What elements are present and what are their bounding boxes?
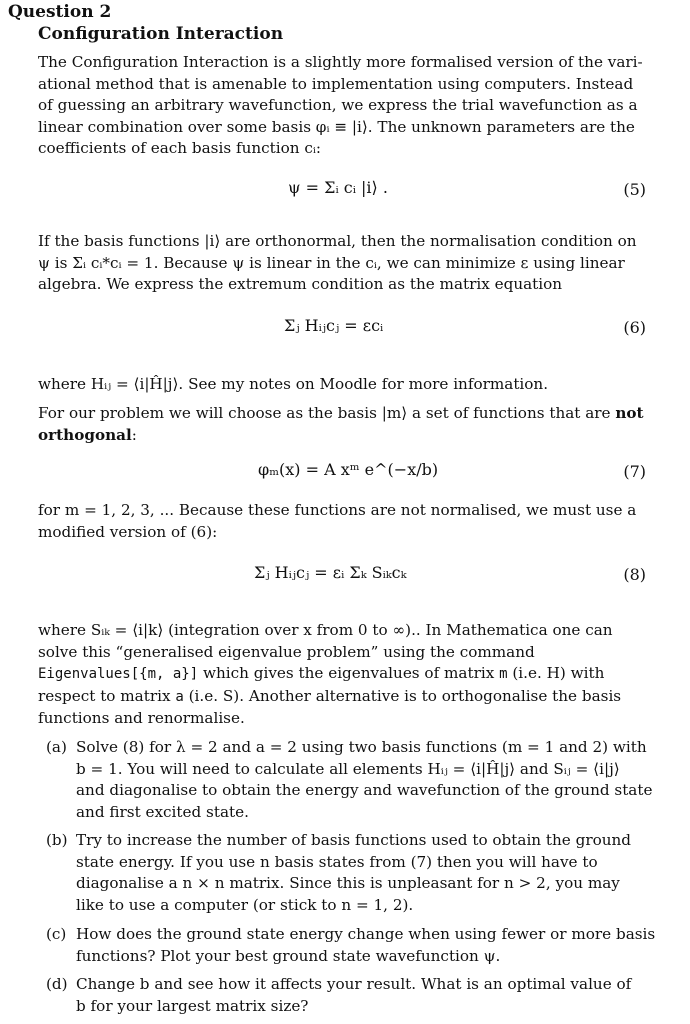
item-label: (b) (46, 831, 68, 849)
equation-5-number: (5) (623, 180, 646, 199)
orthogonal-emphasis: orthogonal (38, 425, 132, 444)
para-line: where Sᵢₖ = ⟨i|k⟩ (integration over x from 0 to ∞).. In Mathematica one can (38, 621, 613, 639)
equation-8-number: (8) (623, 565, 646, 584)
para-line: where Hᵢⱼ = ⟨i|Ĥ|j⟩. See my notes on Moodle for more information. (38, 375, 549, 393)
item-label: (c) (46, 925, 67, 943)
para-line (38, 686, 646, 709)
intro-line: of guessing an arbitrary wavefunction, we express the trial wavefunction as a (38, 96, 638, 114)
para-line: modified version of (6): (38, 522, 218, 541)
item-line: Solve (8) for λ = 2 and a = 2 using two basis functions (m = 1 and 2) with (76, 738, 647, 756)
eigenvalues-command: Eigenvalues[{m, a}] (38, 666, 199, 682)
section-title: Configuration Interaction (38, 24, 284, 44)
matrix-m-code: m (499, 666, 508, 682)
mathematica-paragraph (38, 620, 646, 730)
intro-line: ational method that is amenable to implementation using computers. Instead (38, 74, 634, 93)
intro-line: coefficients of each basis function cᵢ: (38, 139, 322, 157)
equation-8: Σⱼ Hᵢⱼcⱼ = εᵢ Σₖ Sᵢₖcₖ (254, 563, 407, 582)
equation-6-number: (6) (623, 318, 646, 337)
para-line: If the basis functions |i⟩ are orthonormal, then the normalisation condition on (38, 232, 637, 250)
equation-7-number: (7) (623, 462, 646, 481)
text: which gives the eigenvalues of matrix (198, 664, 500, 682)
task-item-b (38, 830, 646, 920)
para-line: for m = 1, 2, 3, ... Because these functions are not normalised, we must use a (38, 501, 637, 519)
item-line: and diagonalise to obtain the energy and wavefunction of the ground state (76, 781, 653, 799)
para-line: solve this “generalised eigenvalue problem” using the command (38, 642, 535, 661)
equation-6: Σⱼ Hᵢⱼcⱼ = εcᵢ (284, 316, 384, 335)
task-item-d (38, 974, 646, 1020)
question-title: Question 2 (8, 2, 112, 22)
item-line: functions? Plot your best ground state wavefunction ψ. (76, 946, 501, 965)
text: respect to matrix (38, 686, 176, 705)
normalisation-paragraph (38, 231, 646, 296)
equation-7: φₘ(x) = A xᵐ e^(−x/b) (258, 460, 439, 479)
para-line: ψ is Σᵢ cᵢ*cᵢ = 1. Because ψ is linear in the cᵢ, we can minimize ε using linear (38, 253, 625, 272)
item-line: Change b and see how it affects your result. What is an optimal value of (76, 975, 632, 993)
item-label: (d) (46, 975, 68, 993)
para-line: algebra. We express the extremum condition as the matrix equation (38, 275, 563, 293)
basis-text: For our problem we will choose as the basis |m⟩ a set of functions that are (38, 404, 611, 422)
matrix-a-code: a (175, 688, 184, 705)
item-line: How does the ground state energy change when using fewer or more basis (76, 925, 656, 943)
para-line (38, 403, 646, 425)
item-label: (a) (46, 738, 67, 756)
task-item-c (38, 924, 656, 970)
intro-line: linear combination over some basis φᵢ ≡ |i⟩. The unknown parameters are the (38, 117, 635, 136)
text: (i.e. H) with (507, 664, 605, 682)
item-line: like to use a computer (or stick to n = 1, 2). (76, 895, 414, 914)
item-line: Try to increase the number of basis functions used to obtain the ground (76, 831, 632, 849)
item-line: and first excited state. (76, 802, 249, 821)
para-line (38, 663, 646, 686)
colon-text: : (131, 425, 137, 444)
item-line: state energy. If you use n basis states from (7) then you will have to (76, 852, 598, 871)
intro-line: The Configuration Interaction is a slightly more formalised version of the vari- (38, 53, 643, 71)
item-line: diagonalise a n × n matrix. Since this is unpleasant for n > 2, you may (76, 874, 620, 892)
text: (i.e. S). Another alternative is to orthogonalise the basis (183, 686, 622, 705)
basis-paragraph (38, 403, 646, 446)
para-line (38, 425, 646, 447)
para-line: functions and renormalise. (38, 709, 245, 727)
item-line: b for your largest matrix size? (76, 996, 309, 1015)
item-line: b = 1. You will need to calculate all elements Hᵢⱼ = ⟨i|Ĥ|j⟩ and Sᵢⱼ = ⟨i|j⟩ (76, 759, 620, 778)
task-item-a (38, 737, 653, 827)
hamiltonian-paragraph (38, 374, 646, 396)
equation-5: ψ = Σᵢ cᵢ |i⟩ . (288, 178, 388, 197)
intro-paragraph (38, 52, 646, 160)
modified-version-paragraph (38, 500, 646, 543)
not-emphasis: not (615, 404, 644, 422)
